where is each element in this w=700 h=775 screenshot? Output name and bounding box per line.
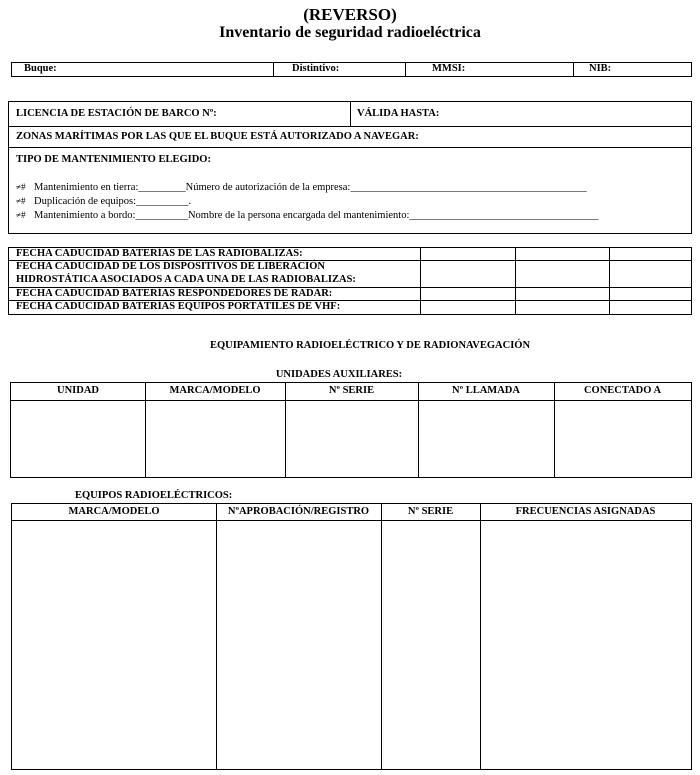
license-number-label: LICENCIA DE ESTACIÓN DE BARCO Nº:	[16, 108, 217, 119]
divider	[554, 383, 555, 477]
bullet-icon: ≠#	[16, 182, 26, 192]
option-shore-maintenance	[16, 182, 587, 193]
radio-equipment-title: EQUIPOS RADIOELÉCTRICOS:	[75, 490, 233, 501]
equipment-section-title: EQUIPAMIENTO RADIOELÉCTRICO Y DE RADIONAVEGACIÓN	[209, 340, 531, 351]
column-header-serie: Nº SERIE	[328, 385, 375, 396]
maintenance-type-label: TIPO DE MANTENIMIENTO ELEGIDO:	[16, 154, 211, 165]
auxiliary-units-title: UNIDADES AUXILIARES:	[275, 369, 403, 380]
vhf-battery-expiry-label: FECHA CADUCIDAD BATERÍAS EQUIPOS PORTÁTILES DE VHF:	[16, 301, 341, 312]
buque-label: Buque:	[24, 63, 57, 74]
distintivo-label: Distintivo:	[292, 63, 340, 74]
beacon-battery-expiry-label: FECHA CADUCIDAD BATERÍAS DE LAS RADIOBALIZAS:	[16, 248, 303, 259]
divider	[609, 248, 610, 314]
license-block	[8, 101, 692, 234]
divider	[480, 504, 481, 769]
vessel-id-row	[11, 62, 692, 77]
nib-label: NIB:	[589, 63, 612, 74]
radar-transponder-expiry-label: FECHA CADUCIDAD BATERÍAS RESPONDEDORES DE RADAR:	[16, 288, 333, 299]
option-text: Duplicación de equipos:__________.	[34, 196, 192, 207]
release-device-expiry-label-2: HIDROSTÁTICA ASOCIADOS A CADA UNA DE LAS RADIOBALIZAS:	[16, 274, 356, 285]
divider	[216, 504, 217, 769]
column-header-aprobacion: NºAPROBACIÓN/REGISTRO	[227, 506, 370, 517]
option-text: Mantenimiento a bordo:__________Nombre de la persona encargada del mantenimiento:____________________________________	[34, 210, 599, 221]
column-header-marca-modelo: MARCA/MODELO	[68, 506, 160, 517]
divider	[11, 400, 691, 401]
divider	[573, 63, 574, 76]
maritime-zones-label: ZONAS MARÍTIMAS POR LAS QUE EL BUQUE ESTÁ AUTORIZADO A NAVEGAR:	[16, 131, 419, 142]
divider	[145, 383, 146, 477]
divider	[273, 63, 274, 76]
bullet-icon: ≠#	[16, 196, 26, 206]
divider	[285, 383, 286, 477]
release-device-expiry-label: FECHA CADUCIDAD DE LOS DISPOSITIVOS DE LIBERACIÓN	[16, 261, 326, 272]
column-header-serie: Nº SERIE	[407, 506, 454, 517]
divider	[515, 248, 516, 314]
column-header-unidad: UNIDAD	[57, 385, 99, 396]
option-text: Mantenimiento en tierra:_________Número de autorización de la empresa:_____________________________________________	[34, 182, 587, 193]
column-header-llamada: Nº LLAMADA	[452, 385, 520, 396]
divider	[381, 504, 382, 769]
column-header-conectado: CONECTADO A	[583, 385, 662, 396]
reverse-heading: (REVERSO)	[303, 5, 397, 24]
valid-until-label: VÁLIDA HASTA:	[357, 108, 440, 119]
option-onboard-maintenance	[16, 210, 598, 221]
radio-equipment-table	[11, 503, 692, 770]
divider	[418, 383, 419, 477]
form-title: Inventario de seguridad radioeléctrica	[219, 24, 481, 41]
column-header-marca-modelo: MARCA/MODELO	[169, 385, 261, 396]
option-equipment-duplication	[16, 196, 191, 207]
mmsi-label: MMSI:	[432, 63, 466, 74]
divider	[405, 63, 406, 76]
divider	[12, 520, 691, 521]
divider	[9, 147, 691, 148]
auxiliary-units-table	[10, 382, 692, 478]
divider	[420, 248, 421, 314]
bullet-icon: ≠#	[16, 210, 26, 220]
divider	[9, 126, 691, 127]
expiry-dates-table	[8, 247, 692, 315]
column-header-frecuencias: FRECUENCIAS ASIGNADAS	[515, 506, 656, 517]
divider	[350, 102, 351, 126]
